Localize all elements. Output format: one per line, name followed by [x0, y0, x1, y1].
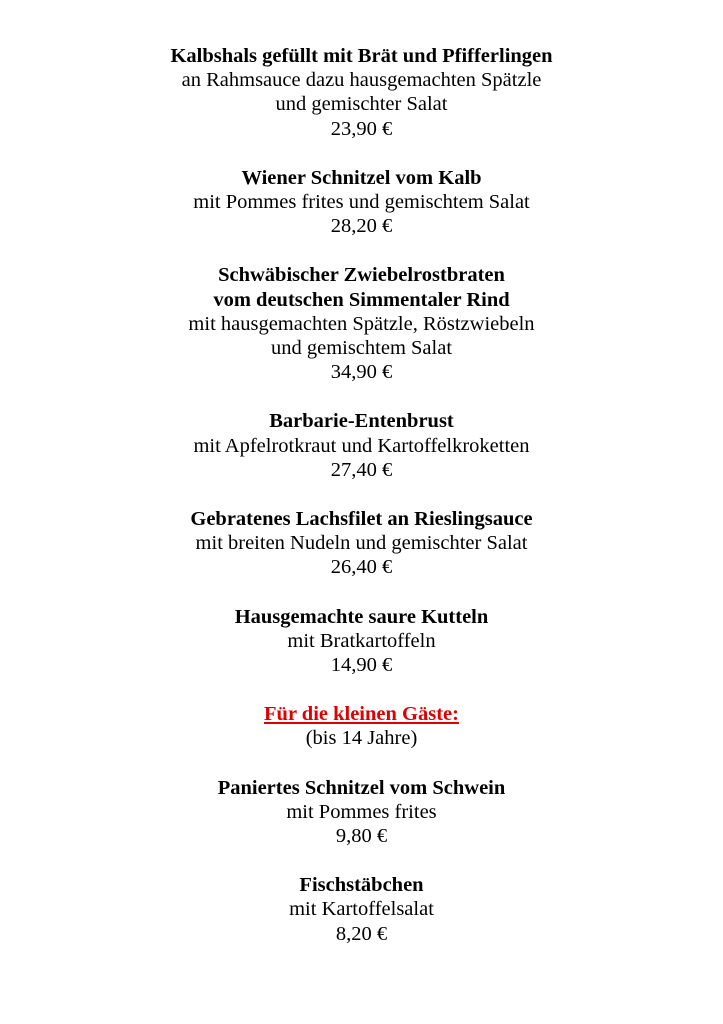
dish-name: Wiener Schnitzel vom Kalb [241, 166, 482, 189]
menu-item-kalbshals [0, 44, 723, 141]
dish-price: 14,90 € [330, 654, 393, 677]
dish-name: vom deutschen Simmentaler Rind [213, 288, 510, 311]
dish-description: und gemischtem Salat [270, 337, 453, 360]
dish-name: Barbarie-Entenbrust [269, 410, 454, 433]
menu-item-fischstaebchen [0, 873, 723, 946]
dish-price: 26,40 € [330, 556, 393, 579]
dish-name: Fischstäbchen [299, 874, 424, 897]
dish-name: Gebratenes Lachsfilet an Rieslingsauce [190, 508, 533, 531]
dish-price: 28,20 € [330, 215, 393, 238]
dish-name: Kalbshals gefüllt mit Brät und Pfifferlingen [170, 45, 553, 67]
kids-section-title: Für die kleinen Gäste: [264, 703, 459, 726]
dish-price: 9,80 € [335, 825, 388, 848]
dish-description: mit Pommes frites [286, 800, 437, 823]
kids-section-heading [0, 702, 723, 750]
dish-price: 27,40 € [330, 458, 393, 481]
menu-item-kutteln [0, 605, 723, 678]
dish-price: 34,90 € [330, 361, 393, 384]
dish-description: an Rahmsauce dazu hausgemachten Spätzle [181, 69, 542, 92]
menu-item-schweineschnitzel [0, 776, 723, 849]
menu-item-wiener-schnitzel [0, 166, 723, 239]
dish-description: mit Bratkartoffeln [287, 629, 436, 652]
menu-item-entenbrust [0, 409, 723, 482]
dish-name: Paniertes Schnitzel vom Schwein [217, 776, 506, 799]
dish-description: mit hausgemachten Spätzle, Röstzwiebeln [188, 312, 535, 335]
menu-page [0, 44, 723, 971]
dish-name: Hausgemachte saure Kutteln [234, 605, 489, 628]
dish-description: und gemischter Salat [275, 93, 448, 116]
dish-price: 8,20 € [335, 922, 388, 945]
dish-description: mit Kartoffelsalat [289, 898, 434, 921]
dish-price: 23,90 € [330, 117, 393, 140]
menu-item-lachsfilet [0, 507, 723, 580]
dish-description: mit Apfelrotkraut und Kartoffelkroketten [193, 434, 530, 457]
dish-description: mit Pommes frites und gemischtem Salat [193, 191, 530, 214]
dish-name: Schwäbischer Zwiebelrostbraten [218, 264, 505, 287]
kids-section-subtitle: (bis 14 Jahre) [305, 727, 418, 750]
menu-item-zwiebelrostbraten [0, 263, 723, 384]
dish-description: mit breiten Nudeln und gemischter Salat [195, 532, 528, 555]
